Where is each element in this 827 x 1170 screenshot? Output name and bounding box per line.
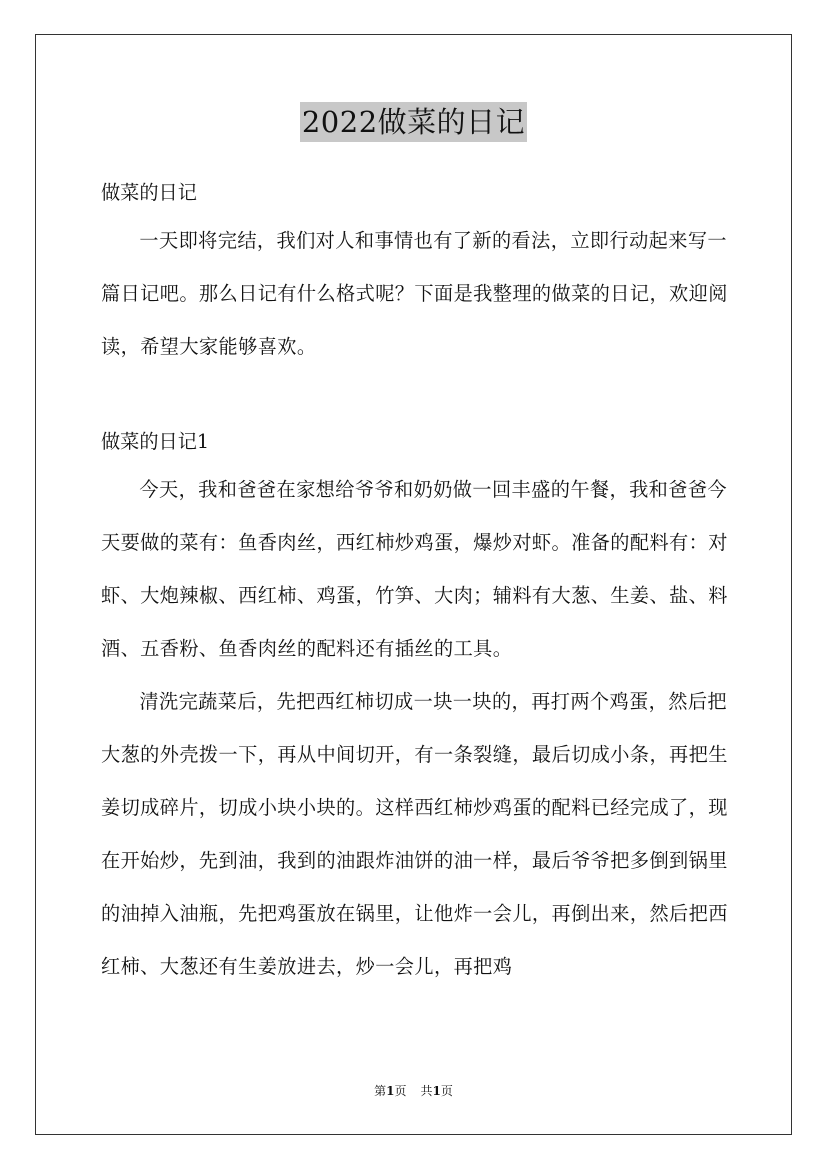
intro-paragraph: 一天即将完结，我们对人和事情也有了新的看法，立即行动起来写一篇日记吧。那么日记有什么格式呢？下面是我整理的做菜的日记，欢迎阅读，希望大家能够喜欢。: [101, 229, 728, 358]
section-heading-intro: 做菜的日记: [101, 181, 197, 204]
page-total: 共1页: [420, 1084, 453, 1098]
document-title: 2022做菜的日记: [300, 102, 527, 142]
body-paragraph-1: 今天，我和爸爸在家想给爷爷和奶奶做一回丰盛的午餐，我和爸爸今天要做的菜有：鱼香肉丝，西红柿炒鸡蛋，爆炒对虾。准备的配料有：对虾、大炮辣椒、西红柿、鸡蛋，竹笋、大肉；辅料有大葱、生姜、盐、料酒、五香粉、鱼香肉丝的配料还有插丝的工具。: [101, 478, 728, 660]
section-heading-diary-1: 做菜的日记1: [101, 430, 210, 453]
page-footer: [0, 1083, 827, 1099]
title-container: [0, 102, 827, 142]
page-number: 第1页: [374, 1084, 407, 1098]
body-paragraph-2: 清洗完蔬菜后，先把西红柿切成一块一块的，再打两个鸡蛋，然后把大葱的外壳拨一下，再从中间切开，有一条裂缝，最后切成小条，再把生姜切成碎片，切成小块小块的。这样西红柿炒鸡蛋的配料已经完成了，现在开始炒，先到油，我到的油跟炸油饼的油一样，最后爷爷把多倒到锅里的油掉入油瓶，先把鸡蛋放在锅里，让他炸一会儿，再倒出来，然后把西红柿、大葱还有生姜放进去，炒一会儿，再把鸡: [101, 690, 728, 978]
section-spacer: [101, 373, 733, 421]
document-body: [101, 172, 733, 993]
